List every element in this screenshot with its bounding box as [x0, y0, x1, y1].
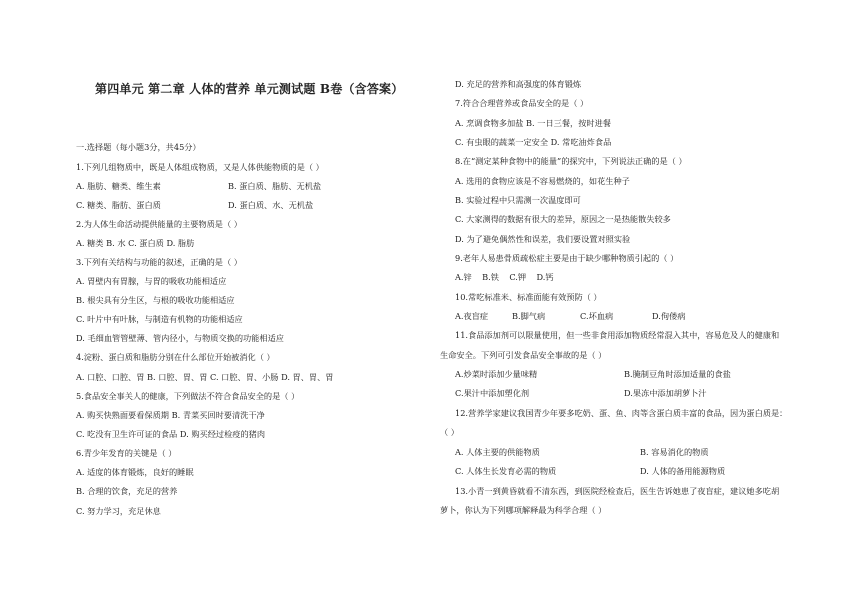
q1-option-b: B. 蛋白质、脂肪、无机盐 — [228, 181, 322, 191]
question-2: 2.为人体生命活动提供能量的主要物质是（ ） — [76, 219, 242, 229]
question-1: 1.下列几组物质中，既是人体组成物质，又是人体供能物质的是（ ） — [76, 162, 324, 172]
q10-option-a: A.夜盲症 — [455, 311, 489, 321]
q1-option-d: D. 蛋白质、水、无机盐 — [228, 200, 314, 210]
q10-option-c: C.坏血病 — [580, 311, 614, 321]
q2-options: A. 糖类 B. 水 C. 蛋白质 D. 脂肪 — [76, 238, 195, 248]
q11-option-b: B.腌制豆角时添加适量的食盐 — [624, 369, 731, 379]
q9-options: A.锌 B.铁 C.钾 D.钙 — [455, 272, 554, 282]
q11-option-d: D.果冻中添加胡萝卜汁 — [624, 388, 707, 398]
q12-option-a: A. 人体主要的供能物质 — [455, 447, 540, 457]
question-13-line2: 萝卜，你认为下列哪项解释最为科学合理（ ） — [440, 505, 607, 515]
question-5: 5.食品安全事关人的健康，下列做法不符合食品安全的是（ ） — [76, 391, 300, 401]
q10-option-d: D.佝偻病 — [652, 311, 686, 321]
q8-option-c: C. 大家测得的数据有很大的差异，原因之一是热能散失较多 — [455, 214, 671, 224]
question-13-line1: 13.小青一到黄昏就看不清东西，到医院经检查后，医生告诉她患了夜盲症，建议她多吃胡 — [455, 486, 780, 496]
question-11-line1: 11.食品添加剂可以限量使用，但一些非食用添加物质经常混入其中，容易危及人的健康和 — [455, 330, 780, 340]
q3-option-a: A. 胃壁内有胃腺，与胃的吸收功能相适应 — [76, 276, 227, 286]
q4-options: A. 口腔、口腔、胃 B. 口腔、胃、胃 C. 口腔、胃、小肠 D. 胃、胃、胃 — [76, 372, 334, 382]
q12-option-b: B. 容易消化的物质 — [640, 447, 709, 457]
section-heading: 一.选择题（每小题3分，共45分） — [76, 142, 201, 152]
q3-option-c: C. 叶片中有叶脉，与制造有机物的功能相适应 — [76, 314, 243, 324]
q6-option-a: A. 适度的体育锻炼，良好的睡眠 — [76, 467, 194, 477]
question-8: 8.在“测定某种食物中的能量”的探究中，下列说法正确的是（ ） — [455, 156, 687, 166]
q5-options-cd: C. 吃没有卫生许可证的食品 D. 购买经过检疫的猪肉 — [76, 429, 266, 439]
q12-option-c: C. 人体生长发育必需的物质 — [455, 466, 557, 476]
q7-options-ab: A. 烹调食物多加盐 B. 一日三餐，按时进餐 — [455, 118, 611, 128]
q7-options-cd: C. 有虫眼的蔬菜一定安全 D. 常吃油炸食品 — [455, 137, 612, 147]
q6-option-d: D. 充足的营养和高强度的体育锻炼 — [455, 79, 582, 89]
q8-option-b: B. 实验过程中只需测一次温度即可 — [455, 195, 581, 205]
q11-option-c: C.果汁中添加塑化剂 — [455, 388, 530, 398]
q1-option-c: C. 糖类、脂肪、蛋白质 — [76, 200, 161, 210]
question-9: 9.老年人易患骨质疏松症主要是由于缺少哪种物质引起的（ ） — [455, 253, 679, 263]
question-10: 10.常吃标准米、标准面能有效预防（ ） — [455, 292, 602, 302]
q3-option-d: D. 毛细血管管壁薄、管内径小，与物质交换的功能相适应 — [76, 333, 284, 343]
question-7: 7.符合合理营养或食品安全的是（ ） — [455, 98, 589, 108]
q5-options-ab: A. 购买快熟面要看保质期 B. 青菜买回时要清洗干净 — [76, 410, 265, 420]
q6-option-c: C. 努力学习，充足休息 — [76, 506, 161, 516]
q6-option-b: B. 合理的饮食，充足的营养 — [76, 486, 178, 496]
q8-option-d: D. 为了避免偶然性和误差，我们要设置对照实验 — [455, 234, 631, 244]
page-title: 第四单元 第二章 人体的营养 单元测试题 B卷（含答案） — [95, 82, 404, 96]
question-4: 4.淀粉、蛋白质和脂肪分别在什么部位开始被消化（ ） — [76, 352, 275, 362]
q1-option-a: A. 脂肪、糖类、维生素 — [76, 181, 161, 191]
q12-option-d: D. 人体的备用能源物质 — [640, 466, 726, 476]
q3-option-b: B. 根尖具有分生区，与根的吸收功能相适应 — [76, 295, 235, 305]
question-3: 3.下列有关结构与功能的叙述，正确的是（ ） — [76, 257, 242, 267]
question-6: 6.青少年发育的关键是（ ） — [76, 448, 177, 458]
question-12-line1: 12.营养学家建议我国青少年要多吃奶、蛋、鱼、肉等含蛋白质丰富的食品，因为蛋白质是： — [455, 408, 788, 418]
question-11-line2: 生命安全。下列可引发食品安全事故的是（ ） — [440, 350, 607, 360]
q10-option-b: B.脚气病 — [512, 311, 546, 321]
q11-option-a: A.炒菜时添加少量味精 — [455, 369, 538, 379]
question-12-line2: （ ） — [440, 427, 459, 437]
q8-option-a: A. 选用的食物应该是不容易燃烧的，如花生种子 — [455, 176, 630, 186]
